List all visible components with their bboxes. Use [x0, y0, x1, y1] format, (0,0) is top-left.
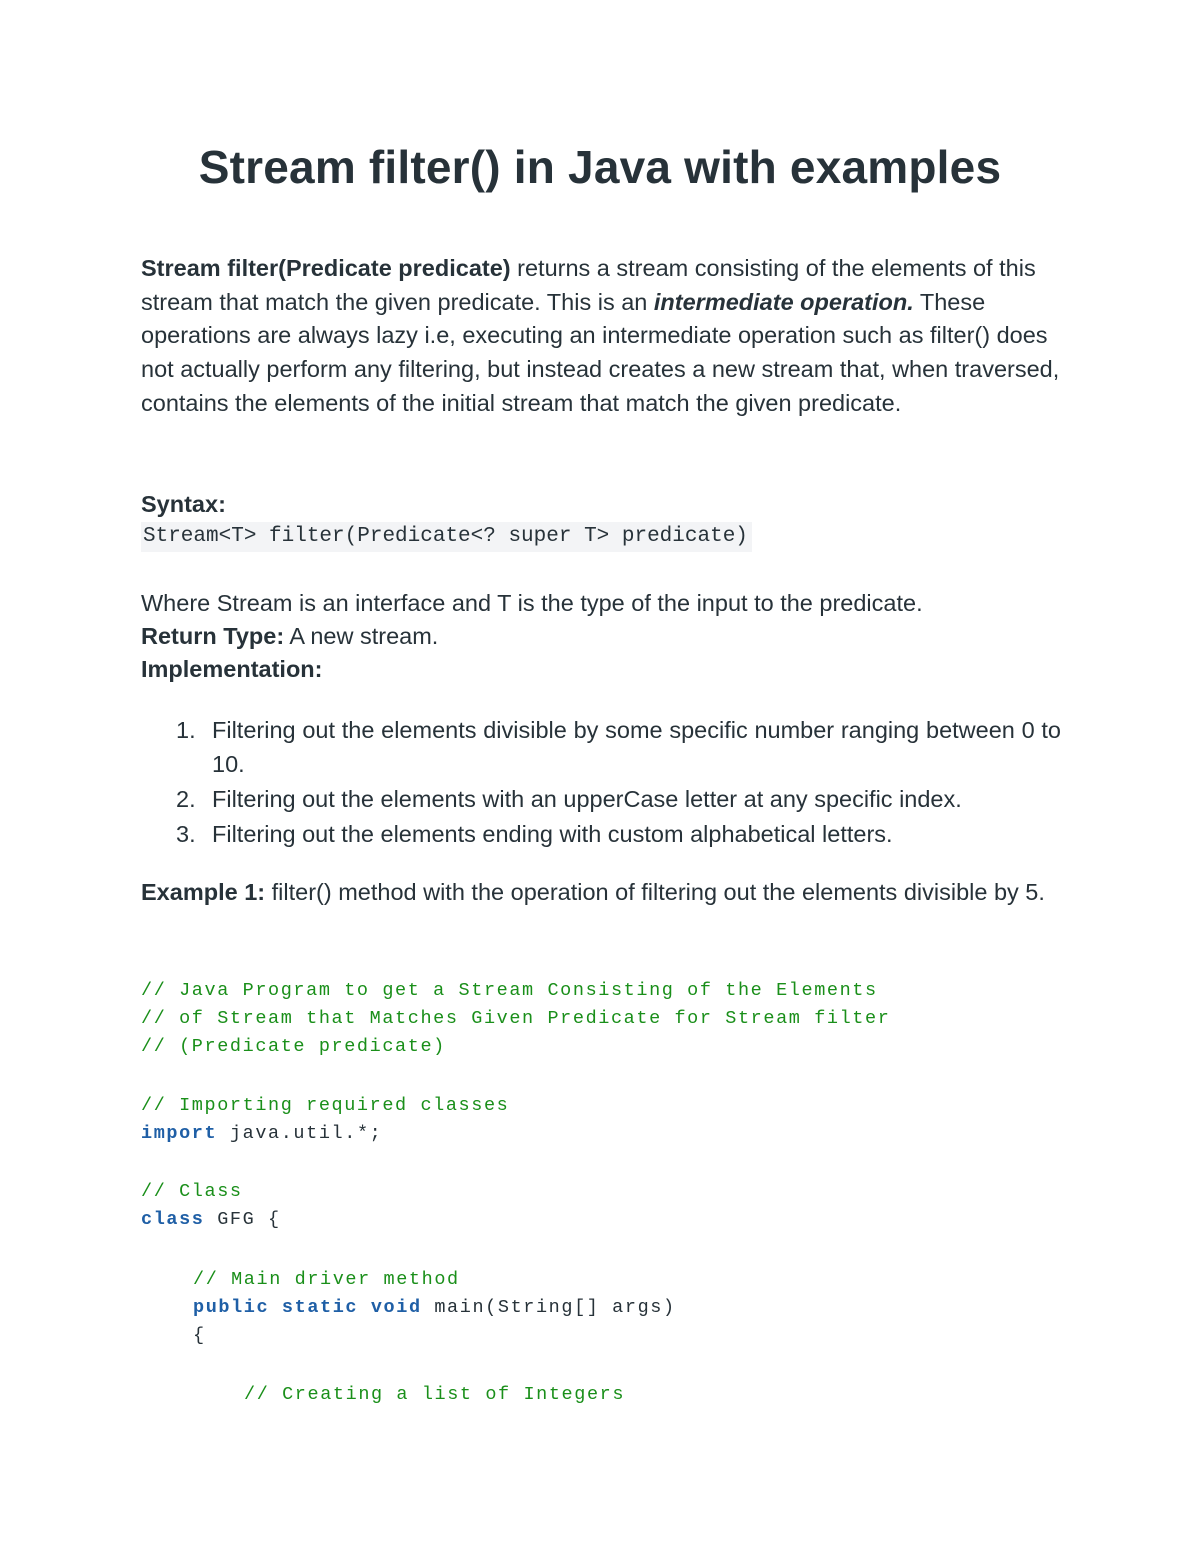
code-comment: // Main driver method — [193, 1269, 460, 1290]
intro-emphasis: intermediate operation. — [653, 288, 914, 315]
example-1-paragraph — [141, 876, 1061, 910]
return-type — [141, 620, 1061, 654]
list-text: Filtering out the elements ending with custom alphabetical letters. — [212, 821, 893, 847]
code-keyword: class — [141, 1209, 205, 1230]
return-type-label: Return Type: — [141, 623, 285, 649]
list-number: 2. — [176, 786, 196, 812]
code-keyword: import — [141, 1123, 218, 1144]
code-comment: // of Stream that Matches Given Predicate for Stream filter — [141, 1008, 891, 1029]
list-text: Filtering out the elements with an upperCase letter at any specific index. — [212, 786, 962, 812]
intro-text-1: returns a stream consisting of the elements of this stream that match the given predicate. This is an — [141, 255, 1036, 315]
example-1-label: Example 1: — [141, 879, 266, 905]
example-1-text: filter() method with the operation of filtering out the elements divisible by 5. — [265, 879, 1045, 905]
code-line-main: public static void main(String[] args) — [193, 1297, 676, 1318]
page-title: Stream filter() in Java with examples — [198, 141, 1002, 193]
intro-bold-lead: Stream filter(Predicate predicate) — [141, 255, 511, 281]
syntax-signature: Stream<T> filter(Predicate<? super T> predicate) — [141, 522, 752, 552]
list-item — [141, 782, 1061, 816]
code-keyword: void — [370, 1297, 422, 1318]
code-comment: // Importing required classes — [141, 1095, 510, 1116]
code-comment: // (Predicate predicate) — [141, 1036, 446, 1057]
code-line-import: import java.util.*; — [141, 1123, 383, 1144]
list-text: Filtering out the elements divisible by some specific number ranging between 0 to 10. — [212, 717, 1061, 777]
code-line-brace: { — [193, 1325, 206, 1346]
implementation-list — [141, 713, 1061, 852]
intro-text-2: These operations are always lazy i.e, executing an intermediate operation such as filter() does not actually perform any filtering, but instead creates a new stream that, when traversed, contains the elements of the initial stream that match the given predicate. — [141, 288, 1060, 416]
intro-paragraph — [141, 252, 1061, 421]
list-item — [141, 817, 1061, 851]
code-keyword: public — [193, 1297, 270, 1318]
code-line-class: class GFG { — [141, 1209, 281, 1230]
code-keyword: static — [281, 1297, 359, 1318]
where-text: Where Stream is an interface and T is the type of the input to the predicate. — [141, 590, 923, 616]
list-number: 1. — [176, 717, 196, 743]
implementation-heading: Implementation: — [141, 656, 323, 682]
return-type-value: A new stream. — [284, 623, 439, 649]
list-item — [141, 713, 1061, 781]
code-comment: // Class — [141, 1181, 243, 1202]
code-comment: // Java Program to get a Stream Consisting of the Elements — [141, 980, 878, 1001]
syntax-heading: Syntax: — [141, 491, 226, 517]
list-number: 3. — [176, 821, 196, 847]
code-comment: // Creating a list of Integers — [244, 1384, 626, 1405]
